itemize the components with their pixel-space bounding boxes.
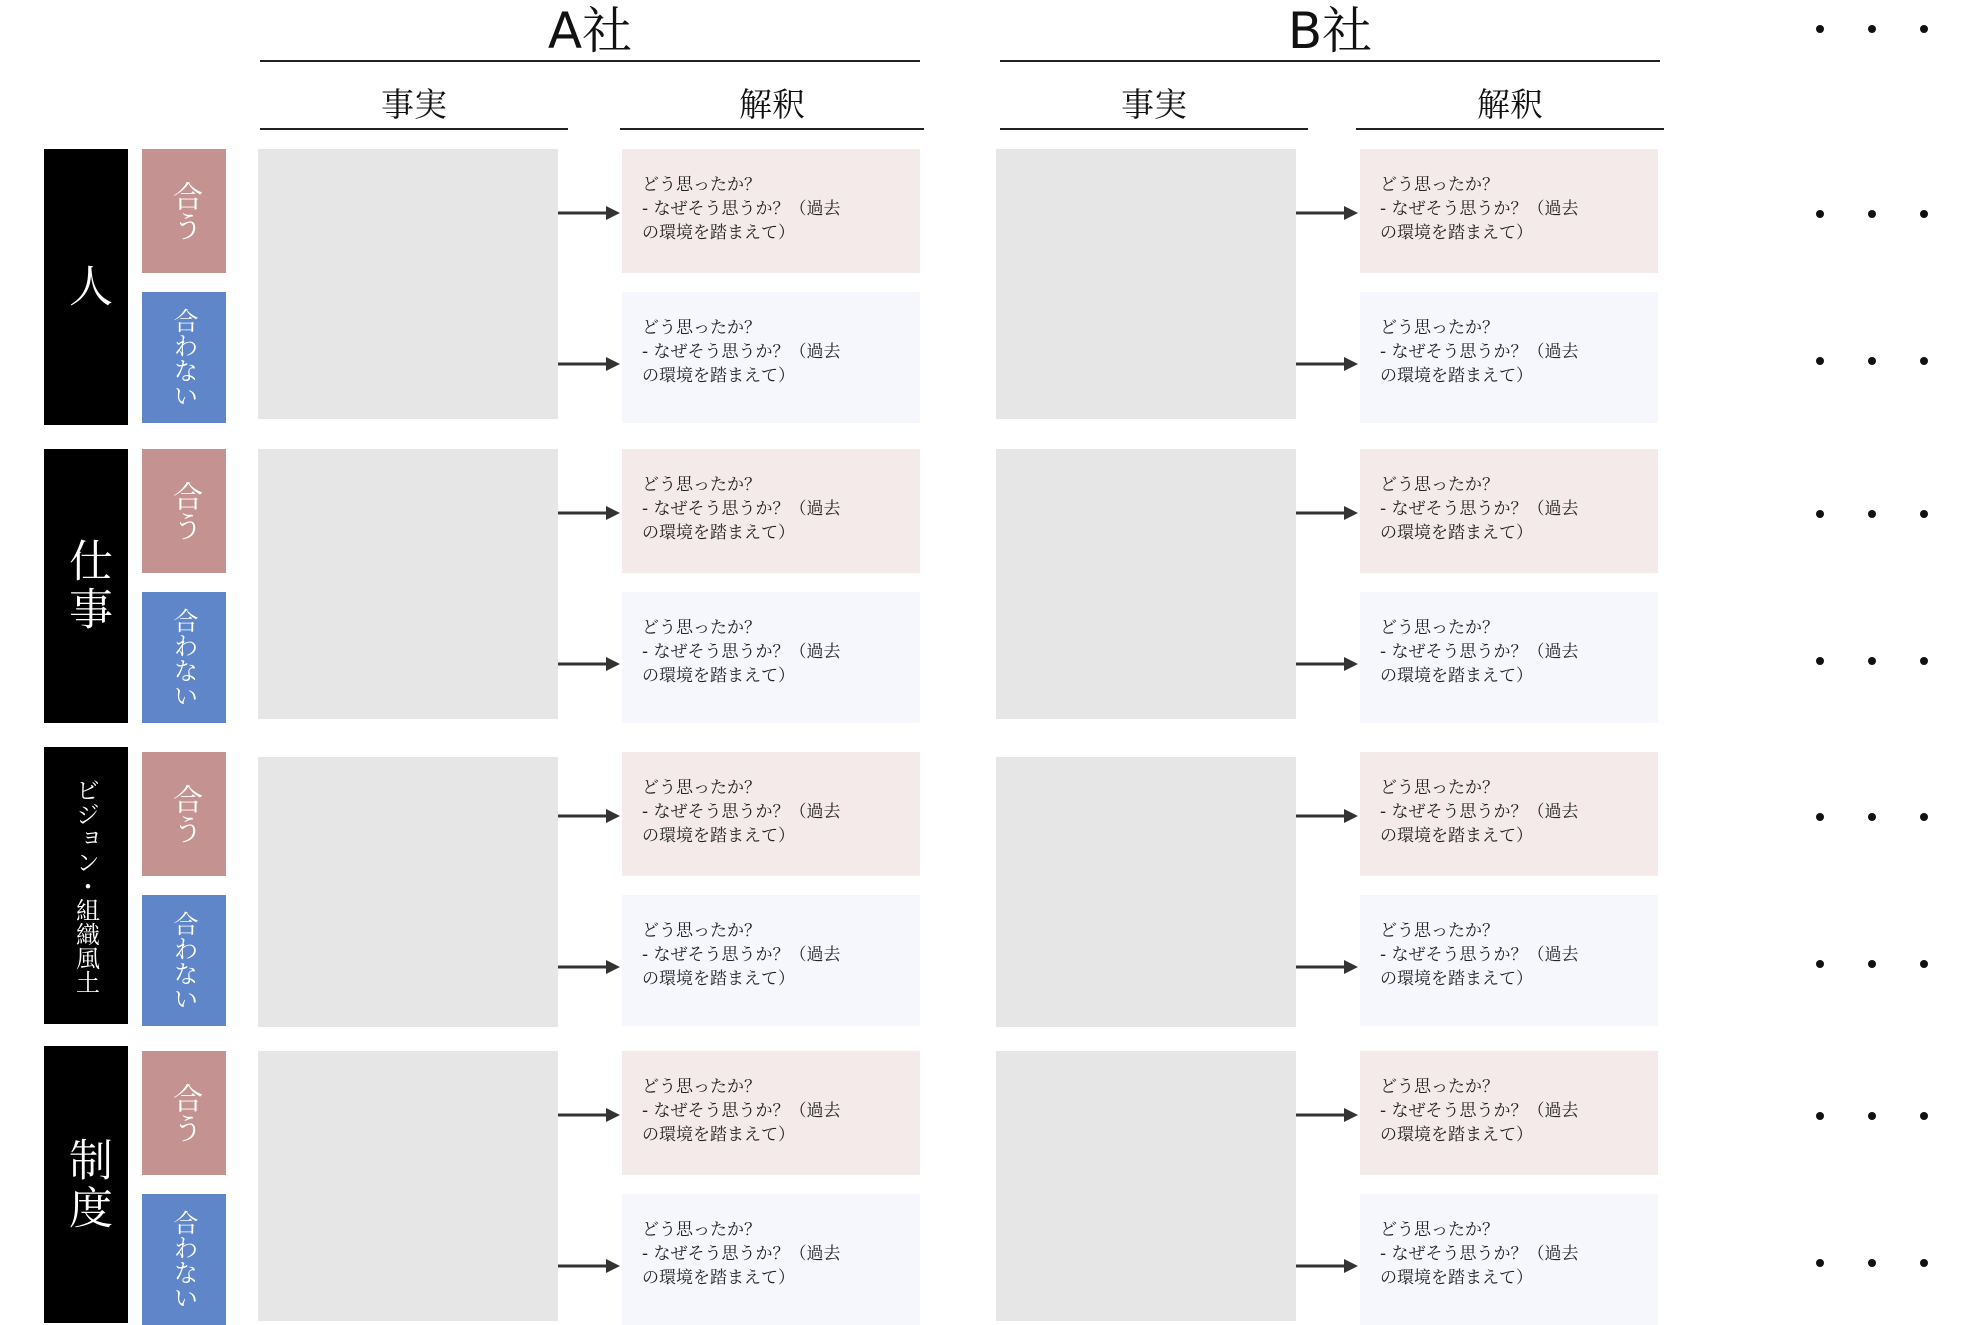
interpretation-box [1360, 1194, 1658, 1325]
fact-to-interpretation-arrow [1296, 806, 1358, 826]
interpretation-text-line: - なぜそう思うか？（過去 [642, 802, 841, 822]
interpretation-text-line: どう思ったか？ [1380, 1220, 1499, 1240]
interpretation-text-line: - なぜそう思うか？（過去 [1380, 1101, 1579, 1121]
interpretation-column-header: 解釈 [739, 85, 805, 124]
interpretation-text-line: の環境を踏まえて） [642, 366, 795, 386]
dot [1868, 510, 1876, 518]
row-continuation-dots [1816, 812, 1928, 822]
interpretation-text-line: - なぜそう思うか？（過去 [1380, 642, 1579, 662]
interpretation-column-header: 解釈 [1477, 85, 1543, 124]
interpretation-text-line: どう思ったか？ [642, 618, 761, 638]
dot [1816, 210, 1824, 218]
interpretation-text-line: - なぜそう思うか？（過去 [642, 199, 841, 219]
fact-box [258, 149, 558, 419]
interpretation-text-line: の環境を踏まえて） [642, 1268, 795, 1288]
dot [1920, 357, 1928, 365]
interpretation-text-line: - なぜそう思うか？（過去 [1380, 945, 1579, 965]
interpretation-text-line: どう思ったか？ [1380, 175, 1499, 195]
category-label: 制度 [44, 1046, 128, 1323]
interpretation-text-line: の環境を踏まえて） [1380, 1125, 1533, 1145]
interpretation-text-line: - なぜそう思うか？（過去 [1380, 499, 1579, 519]
interpretation-text-line: どう思ったか？ [1380, 921, 1499, 941]
interpretation-box [1360, 895, 1658, 1026]
dot [1920, 510, 1928, 518]
fact-box [258, 757, 558, 1027]
header-continuation-dots [1816, 24, 1928, 34]
row-continuation-dots [1816, 509, 1928, 519]
fit-tag: 合う [142, 449, 226, 573]
fit-tag: 合う [142, 1051, 226, 1175]
fact-to-interpretation-arrow [1296, 203, 1358, 223]
interpretation-box [1360, 449, 1658, 573]
fit-tag: 合う [142, 752, 226, 876]
interpretation-text-line: どう思ったか？ [642, 1077, 761, 1097]
interpretation-box [1360, 292, 1658, 423]
interpretation-text-line: - なぜそう思うか？（過去 [642, 1244, 841, 1264]
dot [1816, 813, 1824, 821]
category-label: 人 [44, 149, 128, 425]
fact-to-interpretation-arrow [558, 806, 620, 826]
no-fit-tag: 合わない [142, 1194, 226, 1325]
interpretation-text-line: - なぜそう思うか？（過去 [642, 499, 841, 519]
interpretation-text-line: の環境を踏まえて） [1380, 523, 1533, 543]
fact-box [996, 1051, 1296, 1321]
no-fit-tag: 合わない [142, 292, 226, 423]
fact-to-interpretation-arrow [1296, 957, 1358, 977]
no-fit-tag: 合わない [142, 592, 226, 723]
interpretation-text-line: の環境を踏まえて） [642, 666, 795, 686]
dot [1920, 657, 1928, 665]
fact-column-header: 事実 [381, 85, 447, 124]
row-continuation-dots [1816, 959, 1928, 969]
interpretation-text-line: の環境を踏まえて） [1380, 826, 1533, 846]
dot [1816, 657, 1824, 665]
interpretation-text-line: - なぜそう思うか？（過去 [1380, 802, 1579, 822]
fact-box [258, 449, 558, 719]
interpretation-text-line: どう思ったか？ [1380, 778, 1499, 798]
dot [1816, 510, 1824, 518]
interpretation-text-line: - なぜそう思うか？（過去 [1380, 1244, 1579, 1264]
dot [1816, 1112, 1824, 1120]
interpretation-text-line: - なぜそう思うか？（過去 [642, 342, 841, 362]
dot [1920, 813, 1928, 821]
fact-header-rule [1000, 128, 1308, 130]
no-fit-tag: 合わない [142, 895, 226, 1026]
dot [1868, 657, 1876, 665]
category-label: 仕事 [44, 449, 128, 723]
fact-to-interpretation-arrow [558, 503, 620, 523]
row-continuation-dots [1816, 1258, 1928, 1268]
interpretation-box [622, 292, 920, 423]
interpretation-text-line: の環境を踏まえて） [642, 523, 795, 543]
interpretation-text-line: どう思ったか？ [1380, 618, 1499, 638]
row-continuation-dots [1816, 356, 1928, 366]
interpretation-text-line: - なぜそう思うか？（過去 [1380, 199, 1579, 219]
fact-to-interpretation-arrow [558, 354, 620, 374]
dot [1920, 25, 1928, 33]
fact-to-interpretation-arrow [1296, 654, 1358, 674]
interpretation-box [1360, 149, 1658, 273]
interpretation-text-line: の環境を踏まえて） [1380, 366, 1533, 386]
fact-to-interpretation-arrow [558, 203, 620, 223]
interpretation-text-line: どう思ったか？ [642, 475, 761, 495]
interpretation-box [622, 752, 920, 876]
interpretation-text-line: どう思ったか？ [1380, 475, 1499, 495]
dot [1816, 357, 1824, 365]
interpretation-text-line: どう思ったか？ [642, 318, 761, 338]
row-continuation-dots [1816, 1111, 1928, 1121]
interpretation-text-line: の環境を踏まえて） [642, 1125, 795, 1145]
interpretation-box [622, 895, 920, 1026]
interpretation-text-line: の環境を踏まえて） [642, 223, 795, 243]
interpretation-text-line: の環境を踏まえて） [1380, 969, 1533, 989]
fact-box [258, 1051, 558, 1321]
interpretation-box [622, 149, 920, 273]
fact-to-interpretation-arrow [558, 957, 620, 977]
fact-box [996, 757, 1296, 1027]
company-divider [1000, 60, 1660, 62]
interpretation-text-line: どう思ったか？ [642, 921, 761, 941]
interpretation-box [622, 592, 920, 723]
fact-to-interpretation-arrow [1296, 1256, 1358, 1276]
interpretation-box [1360, 592, 1658, 723]
dot [1868, 25, 1876, 33]
dot [1868, 960, 1876, 968]
fit-tag: 合う [142, 149, 226, 273]
interpretation-text-line: どう思ったか？ [642, 1220, 761, 1240]
interpretation-box [622, 449, 920, 573]
company-title: A社 [547, 2, 633, 60]
interpretation-text-line: どう思ったか？ [1380, 1077, 1499, 1097]
fact-to-interpretation-arrow [558, 654, 620, 674]
dot [1816, 1259, 1824, 1267]
dot [1868, 357, 1876, 365]
interpretation-text-line: の環境を踏まえて） [1380, 223, 1533, 243]
interpretation-text-line: の環境を踏まえて） [1380, 1268, 1533, 1288]
interpretation-text-line: どう思ったか？ [1380, 318, 1499, 338]
dot [1920, 210, 1928, 218]
dot [1868, 210, 1876, 218]
interpretation-header-rule [620, 128, 924, 130]
category-label: ビジョン・組織風土 [44, 747, 128, 1024]
fact-to-interpretation-arrow [1296, 503, 1358, 523]
dot [1816, 25, 1824, 33]
interpretation-text-line: の環境を踏まえて） [642, 826, 795, 846]
dot [1920, 1112, 1928, 1120]
interpretation-box [622, 1194, 920, 1325]
row-continuation-dots [1816, 209, 1928, 219]
dot [1868, 813, 1876, 821]
dot [1868, 1259, 1876, 1267]
interpretation-text-line: - なぜそう思うか？（過去 [642, 1101, 841, 1121]
interpretation-box [1360, 752, 1658, 876]
fact-box [996, 149, 1296, 419]
interpretation-text-line: どう思ったか？ [642, 175, 761, 195]
dot [1868, 1112, 1876, 1120]
interpretation-text-line: - なぜそう思うか？（過去 [642, 642, 841, 662]
interpretation-text-line: の環境を踏まえて） [642, 969, 795, 989]
fact-to-interpretation-arrow [1296, 1105, 1358, 1125]
interpretation-text-line: どう思ったか？ [642, 778, 761, 798]
interpretation-box [1360, 1051, 1658, 1175]
interpretation-text-line: - なぜそう思うか？（過去 [1380, 342, 1579, 362]
dot [1816, 960, 1824, 968]
dot [1920, 960, 1928, 968]
fact-to-interpretation-arrow [558, 1105, 620, 1125]
fact-to-interpretation-arrow [558, 1256, 620, 1276]
interpretation-header-rule [1356, 128, 1664, 130]
company-title: B社 [1287, 2, 1373, 60]
fact-column-header: 事実 [1121, 85, 1187, 124]
company-divider [260, 60, 920, 62]
interpretation-text-line: - なぜそう思うか？（過去 [642, 945, 841, 965]
row-continuation-dots [1816, 656, 1928, 666]
interpretation-text-line: の環境を踏まえて） [1380, 666, 1533, 686]
fact-header-rule [260, 128, 568, 130]
fact-to-interpretation-arrow [1296, 354, 1358, 374]
fact-box [996, 449, 1296, 719]
interpretation-box [622, 1051, 920, 1175]
dot [1920, 1259, 1928, 1267]
